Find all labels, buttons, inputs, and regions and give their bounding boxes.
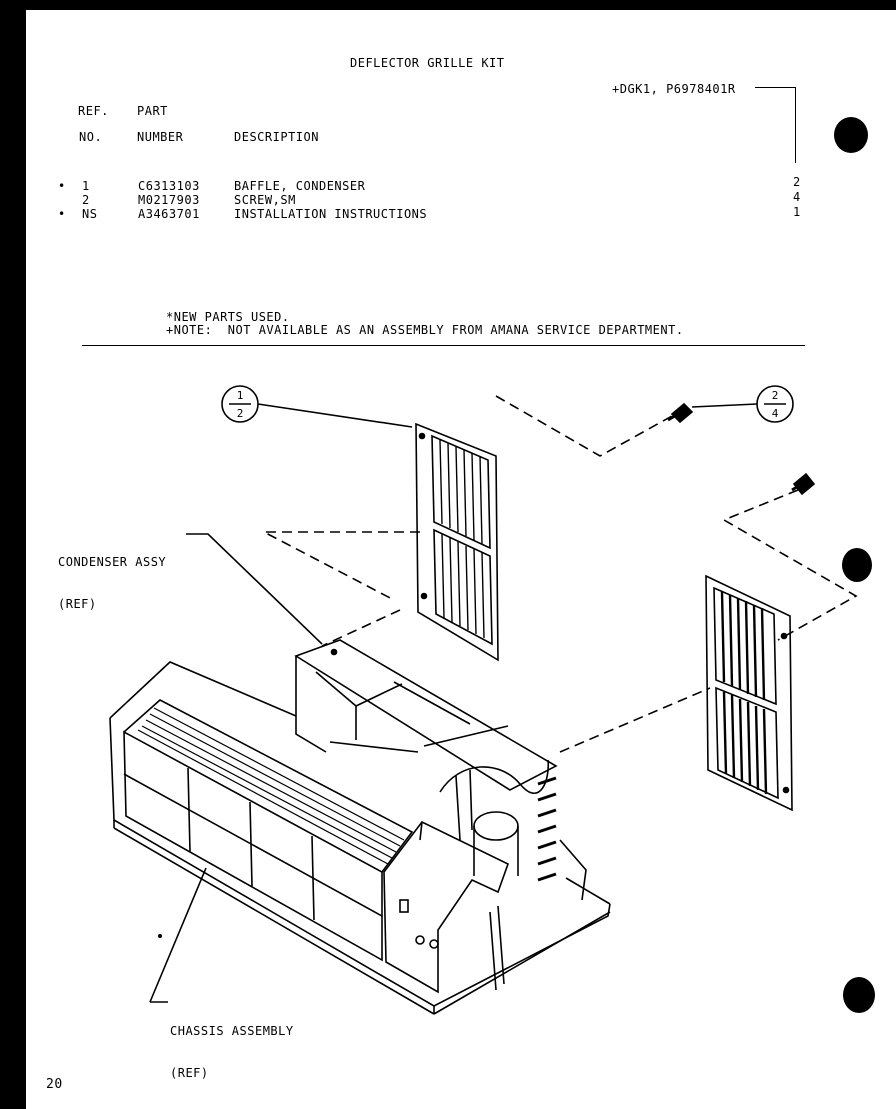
column-header-no: NO. xyxy=(79,130,103,144)
mark-dot xyxy=(158,934,162,938)
chassis-base xyxy=(110,662,610,1014)
coil-front-panel xyxy=(124,700,412,960)
assembly-lines xyxy=(264,396,856,752)
quantity: 1 xyxy=(793,205,801,219)
chassis-assembly-label xyxy=(170,996,294,1094)
condenser-assy-label xyxy=(58,527,166,625)
chassis-assembly-label-line1: CHASSIS ASSEMBLY xyxy=(170,1024,294,1038)
page-title: DEFLECTOR GRILLE KIT xyxy=(350,56,505,70)
ref-number: NS xyxy=(82,207,98,221)
model-number: +DGK1, P6978401R xyxy=(612,82,736,96)
right-deflector-grille xyxy=(706,576,792,810)
page-number: 20 xyxy=(46,1077,63,1092)
new-part-mark: • xyxy=(58,207,66,221)
condenser-housing xyxy=(296,640,556,790)
compressor-and-coil xyxy=(440,760,586,990)
note-new-parts: *NEW PARTS USED. xyxy=(166,310,290,324)
column-header-part: PART xyxy=(137,104,168,118)
quantity: 2 xyxy=(793,175,801,189)
column-header-description: DESCRIPTION xyxy=(234,130,319,144)
chassis-assembly-label-line2: (REF) xyxy=(170,1066,209,1080)
callout-1-2 xyxy=(222,386,412,427)
control-box xyxy=(384,822,508,992)
left-deflector-grille xyxy=(416,424,498,660)
part-description: BAFFLE, CONDENSER xyxy=(234,179,366,193)
condenser-assy-label-line1: CONDENSER ASSY xyxy=(58,555,167,569)
screw-upper xyxy=(668,404,692,422)
callout-1-2-bottom: 2 xyxy=(236,407,244,420)
column-header-number: NUMBER xyxy=(137,130,184,144)
part-number: C6313103 xyxy=(138,179,200,193)
new-part-mark: • xyxy=(58,179,66,193)
callout-2-4-top: 2 xyxy=(771,389,779,402)
part-number: M0217903 xyxy=(138,193,200,207)
ref-number: 1 xyxy=(82,179,90,193)
callout-2-4-bottom: 4 xyxy=(771,407,779,420)
condenser-assy-label-line2: (REF) xyxy=(58,597,97,611)
column-header-ref: REF. xyxy=(78,104,109,118)
part-description: SCREW,SM xyxy=(234,193,296,207)
ref-number: 2 xyxy=(82,193,90,207)
quantity: 4 xyxy=(793,190,801,204)
callout-1-2-top: 1 xyxy=(236,389,244,402)
callout-2-4 xyxy=(692,386,793,422)
part-description: INSTALLATION INSTRUCTIONS xyxy=(234,207,428,221)
part-number: A3463701 xyxy=(138,207,200,221)
note-assembly: +NOTE: NOT AVAILABLE AS AN ASSEMBLY FROM AMANA SERVICE DEPARTMENT. xyxy=(166,323,684,337)
